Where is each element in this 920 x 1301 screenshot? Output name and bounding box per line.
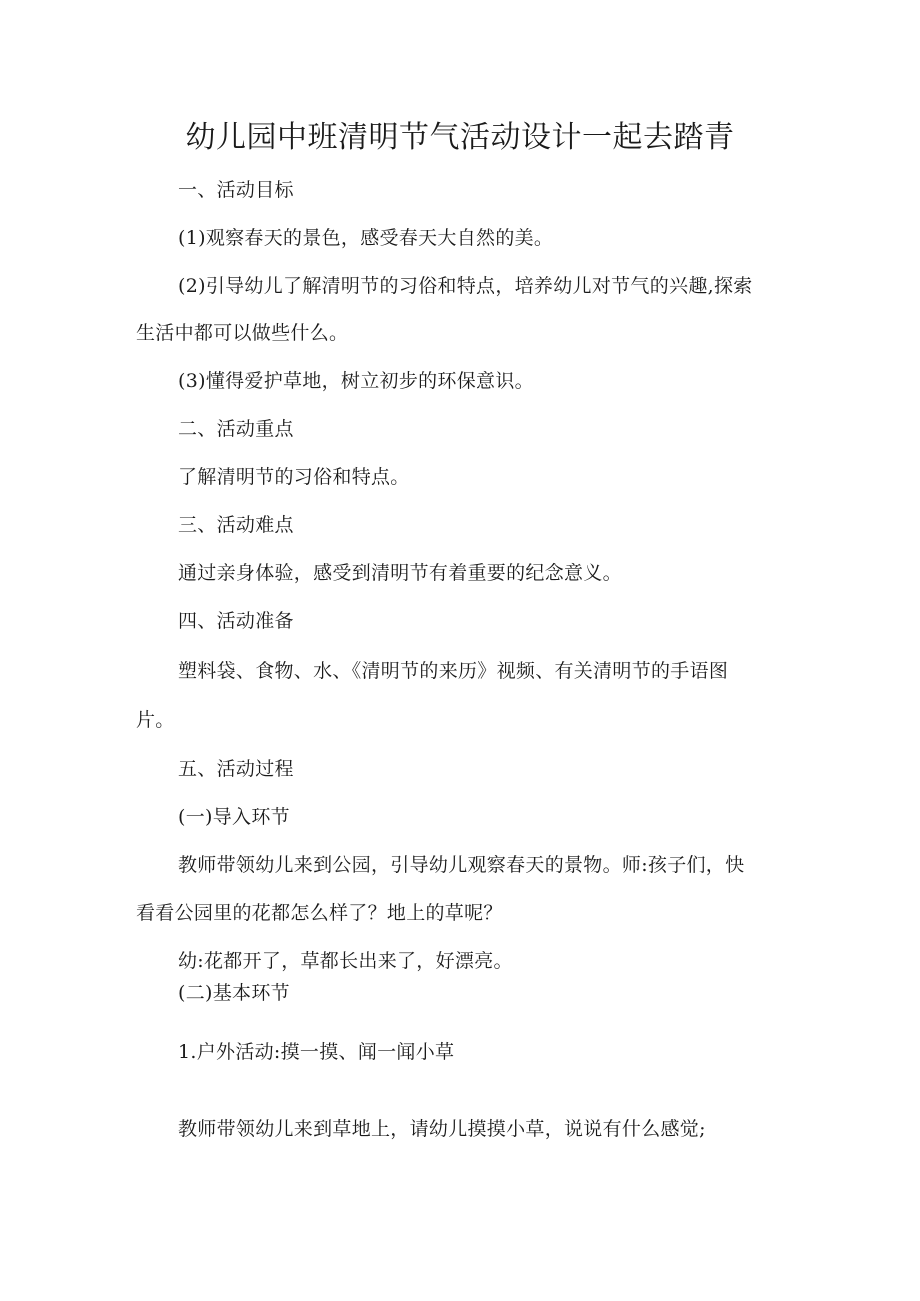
- heading-activity-goals: 一、活动目标: [178, 179, 294, 201]
- outdoor-activity-text: 教师带领幼儿来到草地上，请幼儿摸摸小草，说说有什么感觉;: [178, 1118, 706, 1140]
- key-points-text: 了解清明节的习俗和特点。: [178, 466, 410, 488]
- heading-preparation: 四、活动准备: [178, 610, 294, 632]
- preparation-text-continued: 片。: [136, 709, 175, 731]
- subheading-intro: (一)导入环节: [178, 806, 290, 828]
- subheading-basic: (二)基本环节: [178, 982, 290, 1004]
- child-response-text: 幼:花都开了，草都长出来了，好漂亮。: [178, 950, 513, 972]
- heading-process: 五、活动过程: [178, 758, 294, 780]
- outdoor-activity-heading: 1.户外活动:摸一摸、闻一闻小草: [178, 1041, 455, 1063]
- document-title: 幼儿园中班清明节气活动设计一起去踏青: [185, 120, 735, 155]
- goal-item-2-continued: 生活中都可以做些什么。: [136, 322, 349, 344]
- heading-key-points: 二、活动重点: [178, 418, 294, 440]
- difficulties-text: 通过亲身体验，感受到清明节有着重要的纪念意义。: [178, 562, 622, 584]
- goal-item-2: (2)引导幼儿了解清明节的习俗和特点，培养幼儿对节气的兴趣,探索: [178, 275, 753, 297]
- goal-item-3: (3)懂得爱护草地，树立初步的环保意识。: [178, 370, 534, 392]
- intro-text: 教师带领幼儿来到公园，引导幼儿观察春天的景物。师:孩子们，快: [178, 854, 745, 876]
- intro-text-continued: 看看公园里的花都怎么样了？地上的草呢？: [136, 902, 503, 924]
- goal-item-1: (1)观察春天的景色，感受春天大自然的美。: [178, 227, 554, 249]
- heading-difficulties: 三、活动难点: [178, 514, 294, 536]
- preparation-text: 塑料袋、食物、水、《清明节的来历》视频、有关清明节的手语图: [178, 660, 729, 682]
